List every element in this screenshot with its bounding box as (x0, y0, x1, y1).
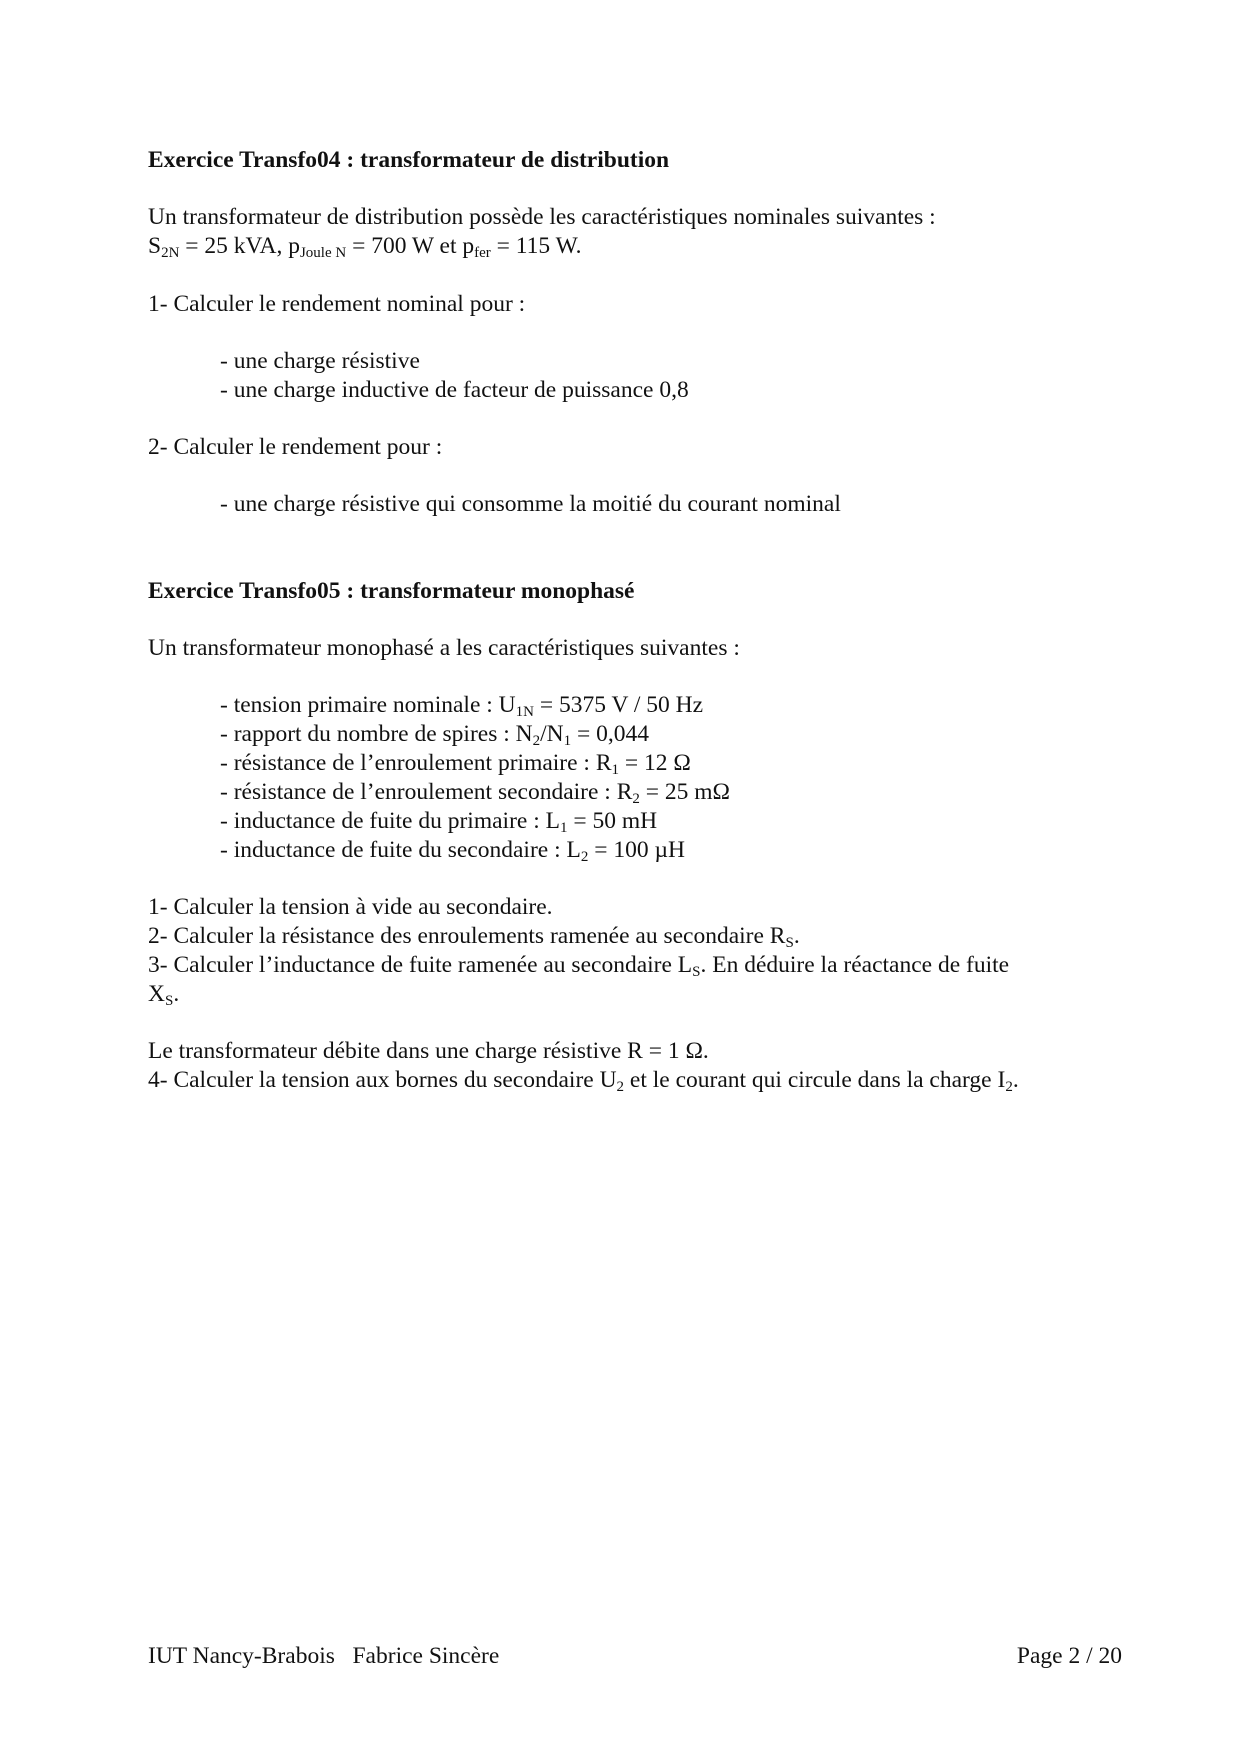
spec-text: - résistance de l’enroulement primaire : R (220, 750, 612, 776)
exercise-05-title: Exercice Transfo05 : transformateur monophasé (148, 578, 635, 604)
question-text: . (1012, 1067, 1019, 1093)
spec-subscript: 2 (632, 791, 640, 807)
question-text: . En déduire la réactance de fuite (700, 952, 1010, 978)
spec-text: /N (540, 721, 564, 747)
spec-value: = 12 Ω (619, 750, 691, 776)
spec-secondary-resistance (220, 778, 730, 807)
question-text: X (148, 981, 165, 1007)
spec-pjoule-subscript: Joule N (299, 245, 347, 261)
spec-subscript: 1 (559, 820, 568, 836)
spec-pjoule-symbol: p (288, 233, 300, 259)
question-subscript: 2 (1005, 1079, 1013, 1095)
question-subscript: S (785, 935, 794, 951)
spec-s-subscript: 2N (161, 245, 180, 261)
exercise-04-spec-line (148, 232, 582, 261)
spec-turns-ratio (220, 720, 649, 749)
question-text: 4- Calculer la tension aux bornes du secondaire U (148, 1067, 617, 1093)
spec-pjoule-value: = 700 W et (346, 233, 463, 259)
question-text: . (793, 923, 800, 949)
spec-secondary-leakage-inductance (220, 836, 685, 865)
question-text: et le courant qui circule dans la charge I (624, 1067, 1006, 1093)
question-subscript: S (164, 993, 174, 1009)
spec-value: = 50 mH (567, 808, 658, 834)
exercise-04-question-2: 2- Calculer le rendement pour : (148, 434, 443, 460)
footer-author: IUT Nancy-Brabois Fabrice Sincère (148, 1643, 500, 1669)
spec-subscript: 2 (580, 849, 589, 865)
exercise-04-intro: Un transformateur de distribution possède les caractéristiques nominales suivantes : (148, 204, 936, 230)
spec-value: = 0,044 (571, 721, 649, 747)
spec-pfer-symbol: p (462, 233, 475, 259)
spec-text: - inductance de fuite du secondaire : L (220, 837, 581, 863)
question-2-item: - une charge résistive qui consomme la moitié du courant nominal (220, 491, 841, 517)
spec-primary-resistance (220, 749, 691, 778)
spec-subscript: 1 (563, 733, 572, 749)
spec-s-value: = 25 kVA, (179, 233, 289, 259)
exercise-04-title: Exercice Transfo04 : transformateur de distribution (148, 147, 670, 173)
question-subscript: S (692, 964, 701, 980)
spec-pfer-subscript: fer (474, 245, 491, 261)
question-text: 2- Calculer la résistance des enroulements ramenée au secondaire R (148, 923, 786, 949)
exercise-05-question-3-continued (148, 980, 179, 1009)
footer-page-number: Page 2 / 20 (1016, 1643, 1122, 1669)
spec-subscript: 2 (532, 733, 541, 749)
exercise-05-question-3 (148, 951, 1009, 980)
exercise-05-question-1: 1- Calculer la tension à vide au secondaire. (148, 894, 553, 920)
question-text: . (173, 981, 180, 1007)
exercise-05-intro: Un transformateur monophasé a les caractéristiques suivantes : (148, 635, 740, 661)
spec-text: - rapport du nombre de spires : N (220, 721, 533, 747)
spec-subscript: 1N (515, 704, 534, 720)
spec-text: - tension primaire nominale : U (220, 692, 516, 718)
spec-value: = 5375 V / 50 Hz (533, 692, 704, 718)
question-text: 3- Calculer l’inductance de fuite ramenée au secondaire L (148, 952, 693, 978)
question-1-item: - une charge résistive (220, 348, 420, 374)
exercise-04-question-1: 1- Calculer le rendement nominal pour : (148, 291, 526, 317)
exercise-05-question-2 (148, 922, 800, 951)
exercise-05-load-statement: Le transformateur débite dans une charge résistive R = 1 Ω. (148, 1038, 709, 1064)
spec-subscript: 1 (611, 762, 620, 778)
spec-primary-leakage-inductance (220, 807, 657, 836)
spec-primary-voltage (220, 691, 703, 720)
spec-text: - inductance de fuite du primaire : L (220, 808, 560, 834)
spec-value: = 100 µH (588, 837, 685, 863)
spec-pfer-value: = 115 W. (490, 233, 582, 259)
spec-text: - résistance de l’enroulement secondaire : R (220, 779, 633, 805)
spec-s-symbol: S (148, 233, 162, 259)
question-subscript: 2 (616, 1079, 625, 1095)
exercise-05-question-4 (148, 1066, 1019, 1095)
spec-value: = 25 mΩ (639, 779, 731, 805)
question-1-item: - une charge inductive de facteur de puissance 0,8 (220, 377, 689, 403)
